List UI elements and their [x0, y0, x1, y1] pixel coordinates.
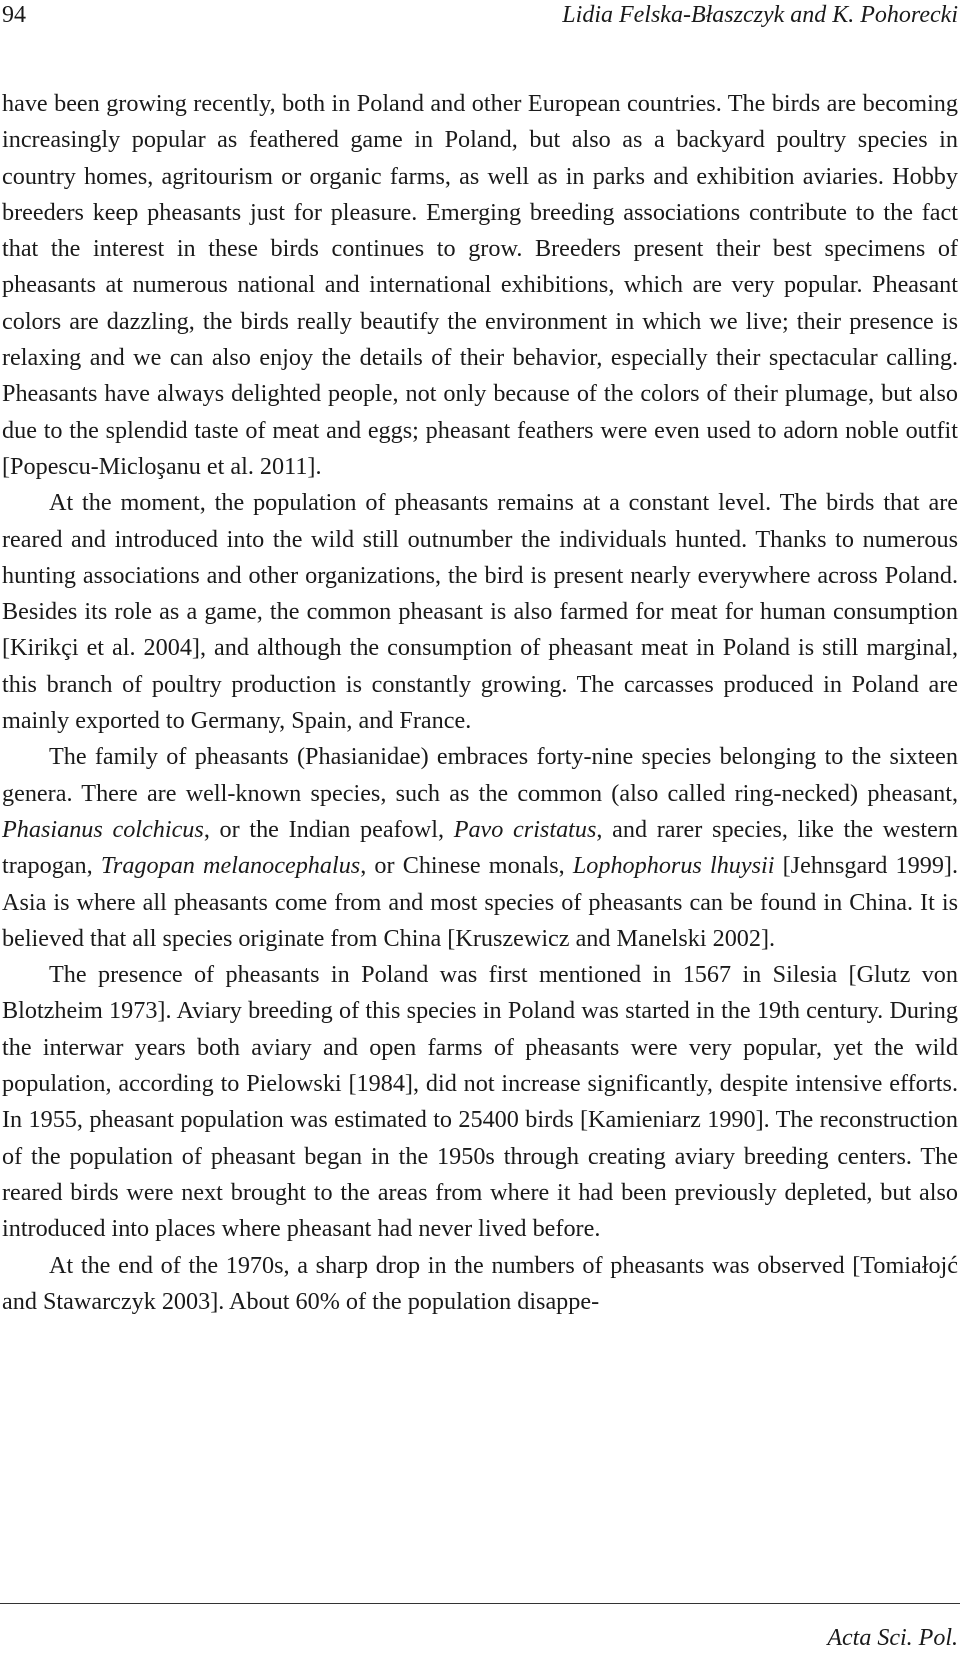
- footer-journal-name: Acta Sci. Pol.: [827, 1625, 958, 1651]
- paragraph-text: The family of pheasants (Phasianidae) embraces forty-nine species belonging to the sixteen genera. There are well-known species, such as the common (also called ring-necked) pheasant,: [2, 743, 958, 807]
- paragraph-text: At the end of the 1970s, a sharp drop in the numbers of pheasants was observed [Tomiałojć and Stawarczyk 2003]. About 60% of the population disappe-: [2, 1251, 958, 1315]
- paragraph-text: , or the Indian peafowl,: [203, 815, 454, 843]
- paragraph-text: The presence of pheasants in Poland was first mentioned in 1567 in Silesia [Glutz von Blotzheim 1973]. Aviary breeding of this species in Poland was started in the 19th century. During the interwar years both aviary and open farms of pheasants were very popular, yet the wild population, according to Pielowski [1984], did not increase significantly, despite intensive efforts. In 1955, pheasant population was estimated to 25400 birds [Kamieniarz 1990]. The reconstruction of the population of pheasant began in the 1950s through creating aviary breeding centers. The reared birds were next brought to the areas from where it had been previously depleted, but also introduced into places where pheasant had never lived before.: [2, 961, 958, 1243]
- paragraph-text: have been growing recently, both in Poland and other European countries. The birds are becoming increasingly popular as feathered game in Poland, but also as a backyard poultry species in country homes, agritourism or organic farms, as well as in parks and exhibition aviaries. Hobby breeders keep pheasants just for pleasure. Emerging breeding associations contribute to the fact that the interest in these birds continues to grow. Breeders present their best specimens of pheasants at numerous national and international exhibitions, which are very popular. Pheasant colors are dazzling, the birds really beautify the environment in which we live; their presence is relaxing and we can also enjoy the details of their behavior, especially their spectacular calling. Pheasants have always delighted people, not only because of the colors of their plumage, but also due to the splendid taste of meat and eggs; pheasant feathers were even used to adorn noble outfit [Popescu-Micloşanu et al. 2011].: [2, 90, 958, 480]
- paragraph: [2, 957, 958, 1247]
- running-head-authors: Lidia Felska-Błaszczyk and K. Pohorecki: [562, 2, 958, 28]
- species-name: Phasianus colchicus: [2, 815, 204, 843]
- paragraph-text: At the moment, the population of pheasants remains at a constant level. The birds that are reared and introduced into the wild still outnumber the individuals hunted. Thanks to numerous hunting associations and other organizations, the bird is present nearly everywhere across Poland. Besides its role as a game, the common pheasant is also farmed for meat for human consumption [Kirikçi et al. 2004], and although the consumption of pheasant meat in Poland is still marginal, this branch of poultry production is constantly growing. The carcasses produced in Poland are mainly exported to Germany, Spain, and France.: [2, 489, 958, 735]
- paragraph: [2, 739, 958, 957]
- article-body: [2, 86, 958, 1320]
- paragraph-text: [Jehnsgard 1999]. Asia is where all pheasants come from and most species of pheasants can be found in China. It is believed that all species originate from China [Kruszewicz and Manelski 2002].: [2, 852, 959, 952]
- species-name: Tragopan melanocephalus: [100, 852, 361, 880]
- page-number: 94: [2, 2, 26, 28]
- paragraph-text: , or Chinese monals,: [360, 852, 573, 880]
- species-name: Lophophorus lhuysii: [572, 852, 775, 880]
- paragraph: [2, 485, 958, 739]
- paragraph: [2, 1248, 958, 1321]
- paragraph: [2, 86, 958, 485]
- footer-divider: [0, 1603, 960, 1604]
- paragraph-text: , and rarer species, like the western trapogan,: [2, 815, 958, 880]
- species-name: Pavo cristatus: [453, 815, 597, 843]
- page-header: [0, 0, 960, 40]
